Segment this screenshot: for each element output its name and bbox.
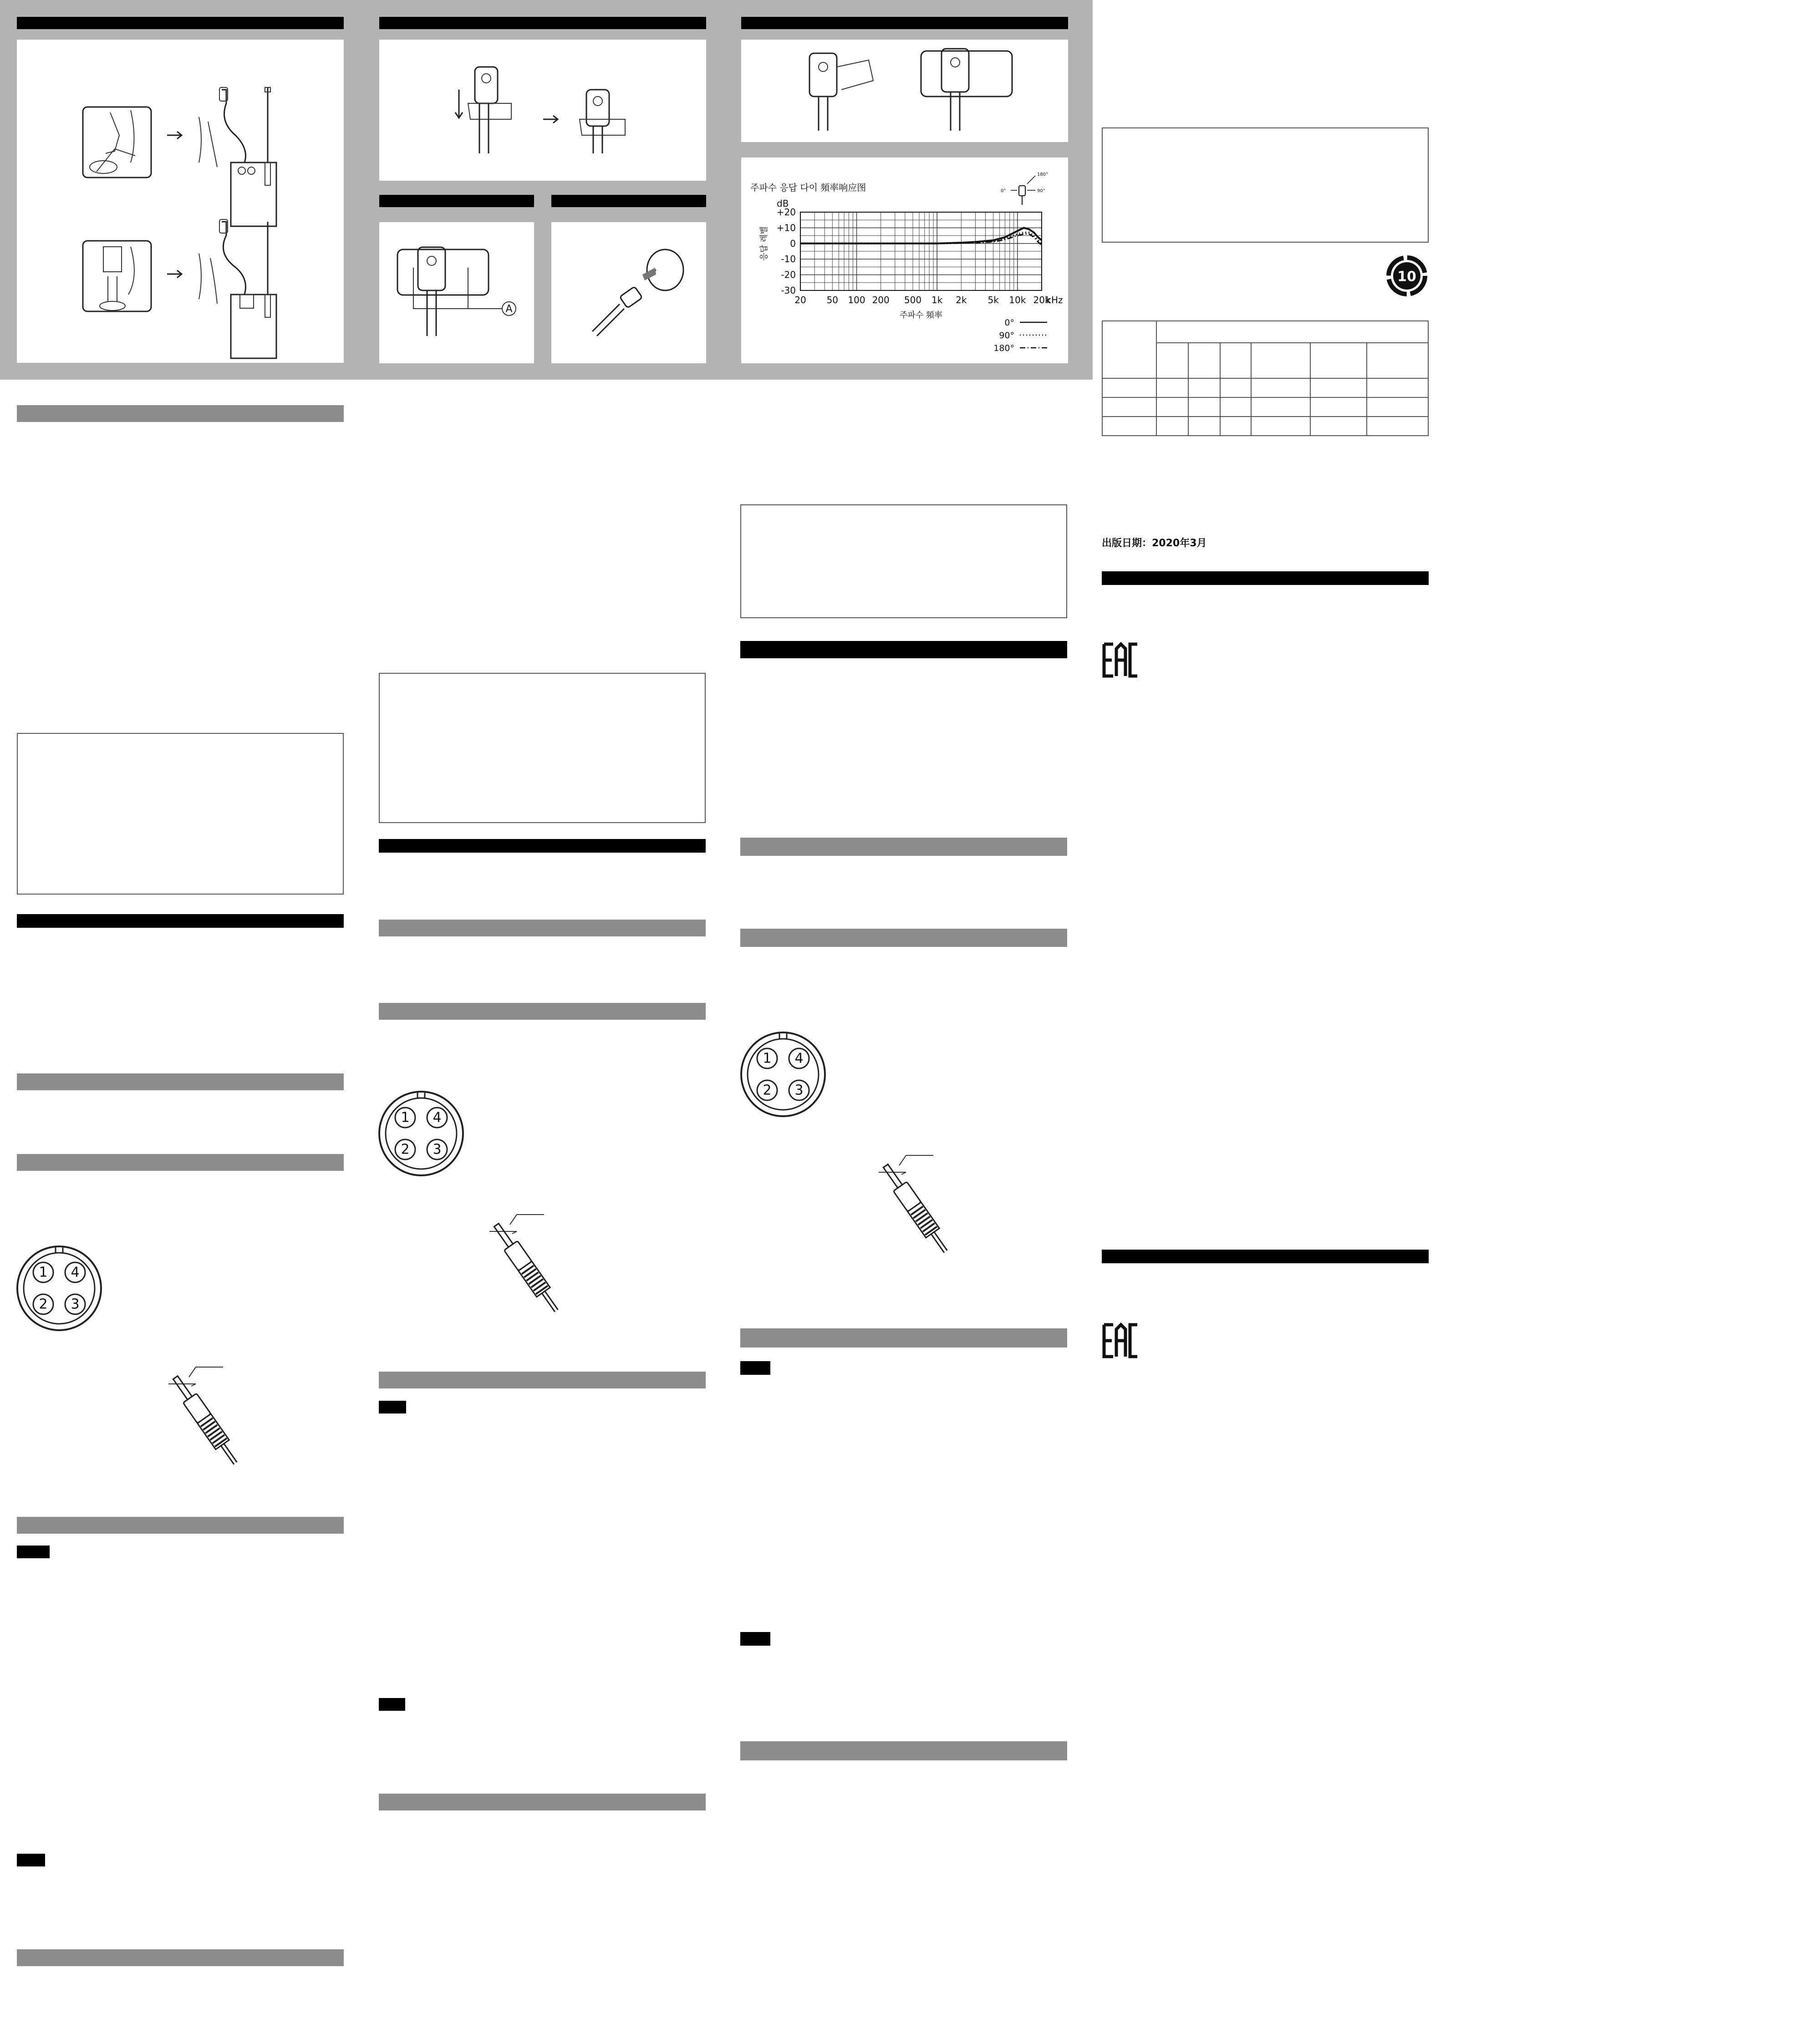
section-bar — [379, 1794, 706, 1810]
table-cell — [1188, 397, 1220, 417]
section-bar — [379, 1372, 706, 1388]
transmitter-connection-illustration — [17, 40, 344, 363]
mini-plug-illustration — [150, 1359, 260, 1477]
panel-connect-transmitter — [17, 40, 344, 363]
hazardous-substance-table — [1102, 320, 1429, 436]
connector-pin-number: 1 — [401, 1109, 410, 1126]
x-tick-label: 20k — [1033, 295, 1050, 305]
chart-title: 주파수 응답 다이 頻率响应图 — [750, 182, 866, 193]
table-cell — [1220, 417, 1251, 436]
connector-pin-number: 3 — [433, 1141, 442, 1158]
connector-outer-ring — [741, 1032, 825, 1116]
table-cell — [1310, 378, 1367, 397]
connector-key-notch — [779, 1033, 787, 1039]
table-cell — [1310, 397, 1367, 417]
section-bar — [17, 1073, 344, 1090]
table-cell — [1102, 417, 1156, 436]
plug-body — [490, 1220, 563, 1316]
y-unit-label: dB — [777, 198, 789, 209]
table-cell — [1367, 378, 1428, 397]
figure-header-1 — [17, 17, 344, 29]
connector-pin-diagram — [376, 1088, 467, 1179]
y-tick-label: +20 — [776, 207, 796, 218]
plug-tip — [883, 1164, 902, 1188]
figure-header-3 — [741, 17, 1068, 29]
panel-windscreen — [551, 222, 706, 363]
polar-label: 180° — [1037, 172, 1049, 177]
x-tick-label: 10k — [1009, 295, 1026, 305]
connector-pin-diagram — [14, 1243, 105, 1334]
mic-capsule-icon — [1019, 186, 1025, 196]
section-bar — [740, 929, 1067, 947]
table-cell — [1156, 343, 1188, 378]
x-tick-label: 50 — [826, 295, 839, 305]
clip-variants-illustration — [741, 40, 1068, 142]
table-cell — [1188, 378, 1220, 397]
angle-arrow-icon — [1027, 176, 1035, 184]
section-bar — [17, 1154, 344, 1171]
windscreen-illustration — [551, 222, 706, 363]
connector-pin-number: 4 — [71, 1264, 80, 1281]
epup-logo-number: 10 — [1397, 269, 1416, 285]
eac-mark-logo — [1102, 1322, 1138, 1359]
section-bar — [379, 920, 706, 936]
connector-pin-number: 3 — [794, 1082, 804, 1098]
y-tick-label: -10 — [781, 254, 796, 265]
plug-tip — [494, 1224, 513, 1247]
legend-label: 90° — [999, 330, 1014, 341]
figure-header-5 — [551, 195, 706, 207]
table-cell — [1156, 397, 1188, 417]
table-cell — [1188, 343, 1220, 378]
x-axis-title: 주파수 頻率 — [900, 310, 942, 320]
leader-line — [510, 1215, 517, 1225]
panel-frequency-response — [741, 158, 1068, 363]
note-tag — [17, 1546, 50, 1558]
section-header — [740, 641, 1067, 658]
connector-key-notch — [56, 1247, 63, 1253]
note-tag — [740, 1632, 770, 1646]
table-cell — [1251, 417, 1310, 436]
series-line-90deg — [800, 233, 1042, 244]
mini-plug-illustration — [471, 1206, 580, 1325]
x-tick-label: 100 — [848, 295, 865, 305]
y-axis-title: 응답 레벨 — [759, 226, 769, 261]
table-cell — [1156, 321, 1428, 343]
x-tick-label: 200 — [872, 295, 890, 305]
table-cell — [1310, 417, 1367, 436]
y-tick-label: -20 — [781, 269, 796, 280]
x-tick-label: 5k — [987, 295, 999, 305]
table-cell — [1367, 397, 1428, 417]
leader-line — [899, 1155, 906, 1165]
section-bar — [740, 1328, 1067, 1347]
connector-outer-ring — [379, 1092, 463, 1175]
notice-box — [17, 733, 344, 895]
table-cell — [1102, 378, 1156, 397]
x-unit-label: kHz — [1046, 295, 1063, 305]
table-cell — [1156, 417, 1188, 436]
connector-inner-ring — [748, 1039, 819, 1110]
table-cell — [1188, 417, 1220, 436]
table-cell — [1156, 378, 1188, 397]
y-tick-label: -30 — [781, 285, 796, 296]
connector-pin-number: 4 — [433, 1109, 442, 1126]
notice-box — [379, 673, 706, 823]
clip-marker-illustration — [379, 222, 534, 363]
section-header — [1102, 571, 1429, 585]
table-cell — [1220, 397, 1251, 417]
connector-pin-number: 2 — [763, 1082, 772, 1098]
section-bar — [17, 1517, 344, 1534]
connector-pin-diagram — [738, 1029, 829, 1120]
plug-sleeve — [183, 1393, 211, 1424]
section-header — [379, 839, 706, 853]
section-header — [1102, 1250, 1429, 1263]
eac-mark-logo — [1102, 642, 1138, 678]
connector-pin-number: 1 — [763, 1050, 772, 1067]
section-bar — [17, 405, 344, 422]
connector-key-notch — [417, 1093, 425, 1098]
environment-protection-period-logo — [1384, 253, 1430, 299]
y-tick-label: +10 — [776, 222, 796, 234]
connector-pin-number: 4 — [794, 1050, 804, 1067]
panel-clip-marker — [379, 222, 534, 363]
table-cell — [1367, 417, 1428, 436]
section-bar — [740, 838, 1067, 856]
section-bar — [740, 1741, 1067, 1760]
connector-pin-number: 1 — [39, 1264, 48, 1281]
note-tag — [740, 1361, 770, 1375]
publish-date: 出版日期：2020年3月 — [1102, 538, 1207, 549]
plug-body — [879, 1161, 952, 1256]
leader-line — [189, 1367, 196, 1377]
table-cell — [1367, 343, 1428, 378]
mini-plug-illustration — [860, 1147, 970, 1266]
figure-header-2 — [379, 17, 706, 29]
legend-label: 180° — [993, 343, 1014, 353]
note-tag — [379, 1698, 405, 1711]
connector-inner-ring — [386, 1098, 457, 1169]
polar-label: 90° — [1037, 188, 1045, 193]
connector-pin-number: 2 — [401, 1141, 410, 1158]
plug-body — [169, 1373, 242, 1468]
x-tick-label: 20 — [794, 295, 806, 305]
plug-sleeve — [893, 1182, 921, 1212]
table-cell — [1220, 343, 1251, 378]
panel-clip-variants — [741, 40, 1068, 142]
connector-inner-ring — [24, 1253, 95, 1324]
table-cell — [1102, 397, 1156, 417]
table-cell — [1251, 378, 1310, 397]
note-tag — [379, 1401, 406, 1414]
section-header — [17, 914, 344, 928]
plug-sleeve — [504, 1241, 532, 1271]
connector-outer-ring — [17, 1246, 101, 1330]
table-cell — [1220, 378, 1251, 397]
polar-label: 0° — [1001, 188, 1006, 193]
frequency-response-chart — [741, 158, 1068, 363]
figure-marker-label: A — [505, 303, 513, 315]
x-tick-label: 2k — [956, 295, 967, 305]
section-bar — [379, 1003, 706, 1020]
x-tick-label: 500 — [904, 295, 922, 305]
legend-label: 0° — [1004, 318, 1014, 328]
table-cell — [1310, 343, 1367, 378]
connector-pin-number: 2 — [39, 1296, 48, 1312]
connector-pin-number: 3 — [71, 1296, 80, 1312]
table-cell — [1251, 343, 1310, 378]
polar-orientation-icon — [1001, 172, 1048, 205]
x-tick-label: 1k — [931, 295, 943, 305]
figure-header-4 — [379, 195, 534, 207]
table-cell — [1102, 321, 1156, 378]
y-tick-label: 0 — [790, 238, 796, 249]
section-bar — [17, 1949, 344, 1966]
panel-clip-attach — [379, 40, 706, 181]
clip-attach-illustration — [379, 40, 706, 181]
note-tag — [17, 1854, 45, 1866]
table-cell — [1251, 397, 1310, 417]
notice-box — [1102, 127, 1429, 243]
plug-tip — [173, 1376, 192, 1400]
notice-box — [740, 504, 1067, 618]
